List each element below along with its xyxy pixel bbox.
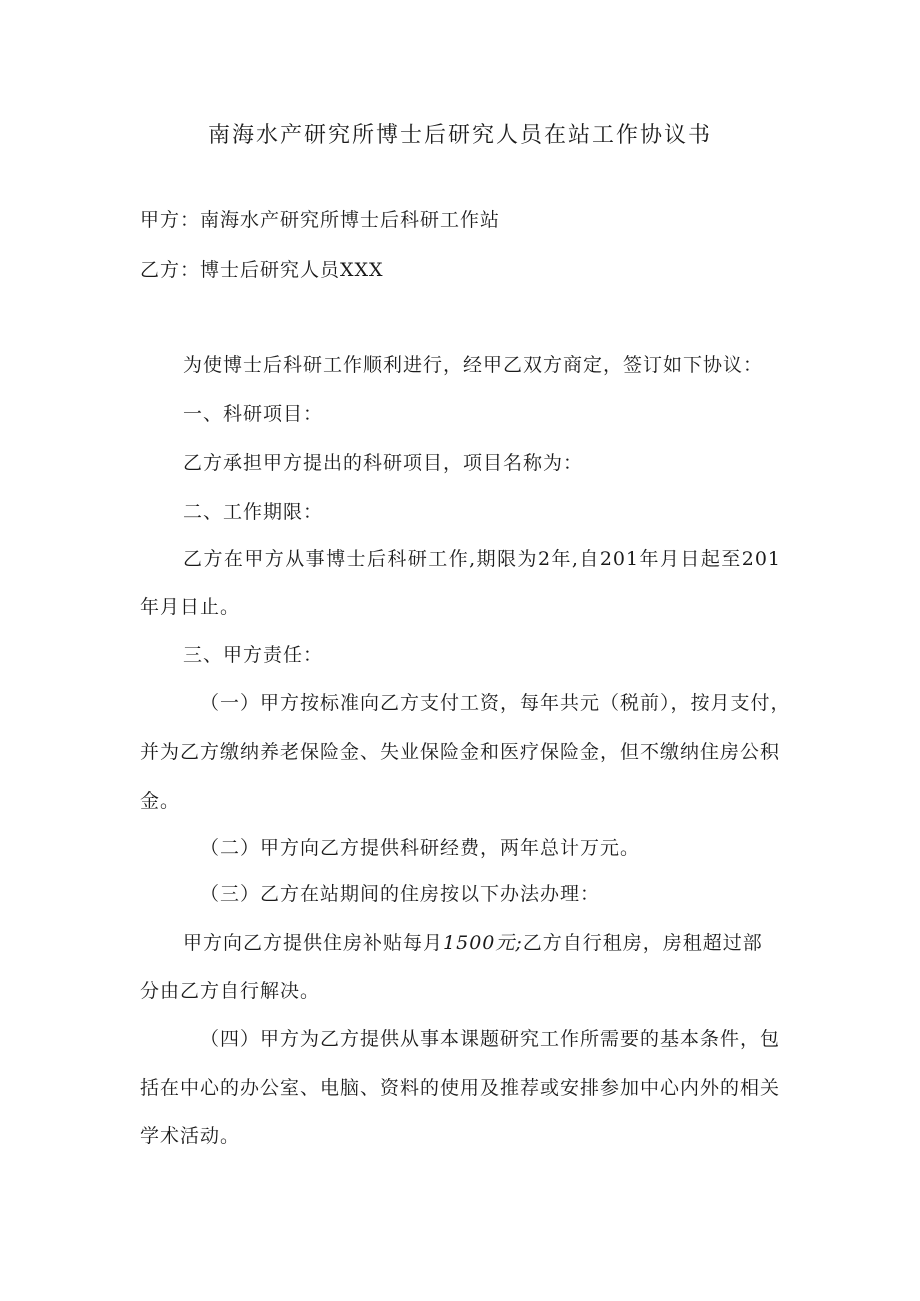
section-3-item-4-end: 学术活动。	[140, 1125, 241, 1147]
section-3-item-3-detail-cont: 分由乙方自行解决。	[140, 980, 321, 1002]
section-2-text: 乙方在甲方从事博士后科研工作,期限为2年,自201年月日起至201	[183, 548, 781, 570]
housing-subsidy-amount: 1500元;	[443, 932, 523, 954]
section-3-item-3-detail	[183, 931, 763, 955]
section-3-item-3: （三）乙方在站期间的住房按以下办法办理：	[200, 883, 601, 905]
section-3-item-1-cont: 并为乙方缴纳养老保险金、失业保险金和医疗保险金，但不缴纳住房公积	[140, 741, 781, 763]
section-2-text-cont: 年月日止。	[140, 596, 241, 618]
intro-paragraph: 为使博士后科研工作顺利进行，经甲乙双方商定，签订如下协议：	[183, 354, 764, 376]
section-3-item-1: （一）甲方按标准向乙方支付工资，每年共元（税前），按月支付，	[200, 692, 791, 714]
section-1-heading: 一、科研项目：	[183, 403, 324, 425]
page-title: 南海水产研究所博士后研究人员在站工作协议书	[207, 123, 712, 148]
housing-subsidy-suffix: 乙方自行租房，房租超过部	[522, 932, 763, 954]
section-2-heading: 二、工作期限：	[183, 501, 324, 523]
section-3-item-2: （二）甲方向乙方提供科研经费，两年总计万元。	[200, 837, 641, 859]
section-3-item-4: （四）甲方为乙方提供从事本课题研究工作所需要的基本条件，包	[200, 1028, 781, 1050]
section-1-text: 乙方承担甲方提出的科研项目，项目名称为：	[183, 452, 584, 474]
housing-subsidy-prefix: 甲方向乙方提供住房补贴每月	[183, 932, 444, 954]
section-3-item-4-cont: 括在中心的办公室、电脑、资料的使用及推荐或安排参加中心内外的相关	[140, 1077, 781, 1099]
party-b: 乙方：博士后研究人员XXX	[140, 259, 384, 281]
party-a: 甲方：南海水产研究所博士后科研工作站	[140, 209, 501, 231]
section-3-heading: 三、甲方责任：	[183, 644, 324, 666]
section-3-item-1-end: 金。	[140, 790, 181, 812]
